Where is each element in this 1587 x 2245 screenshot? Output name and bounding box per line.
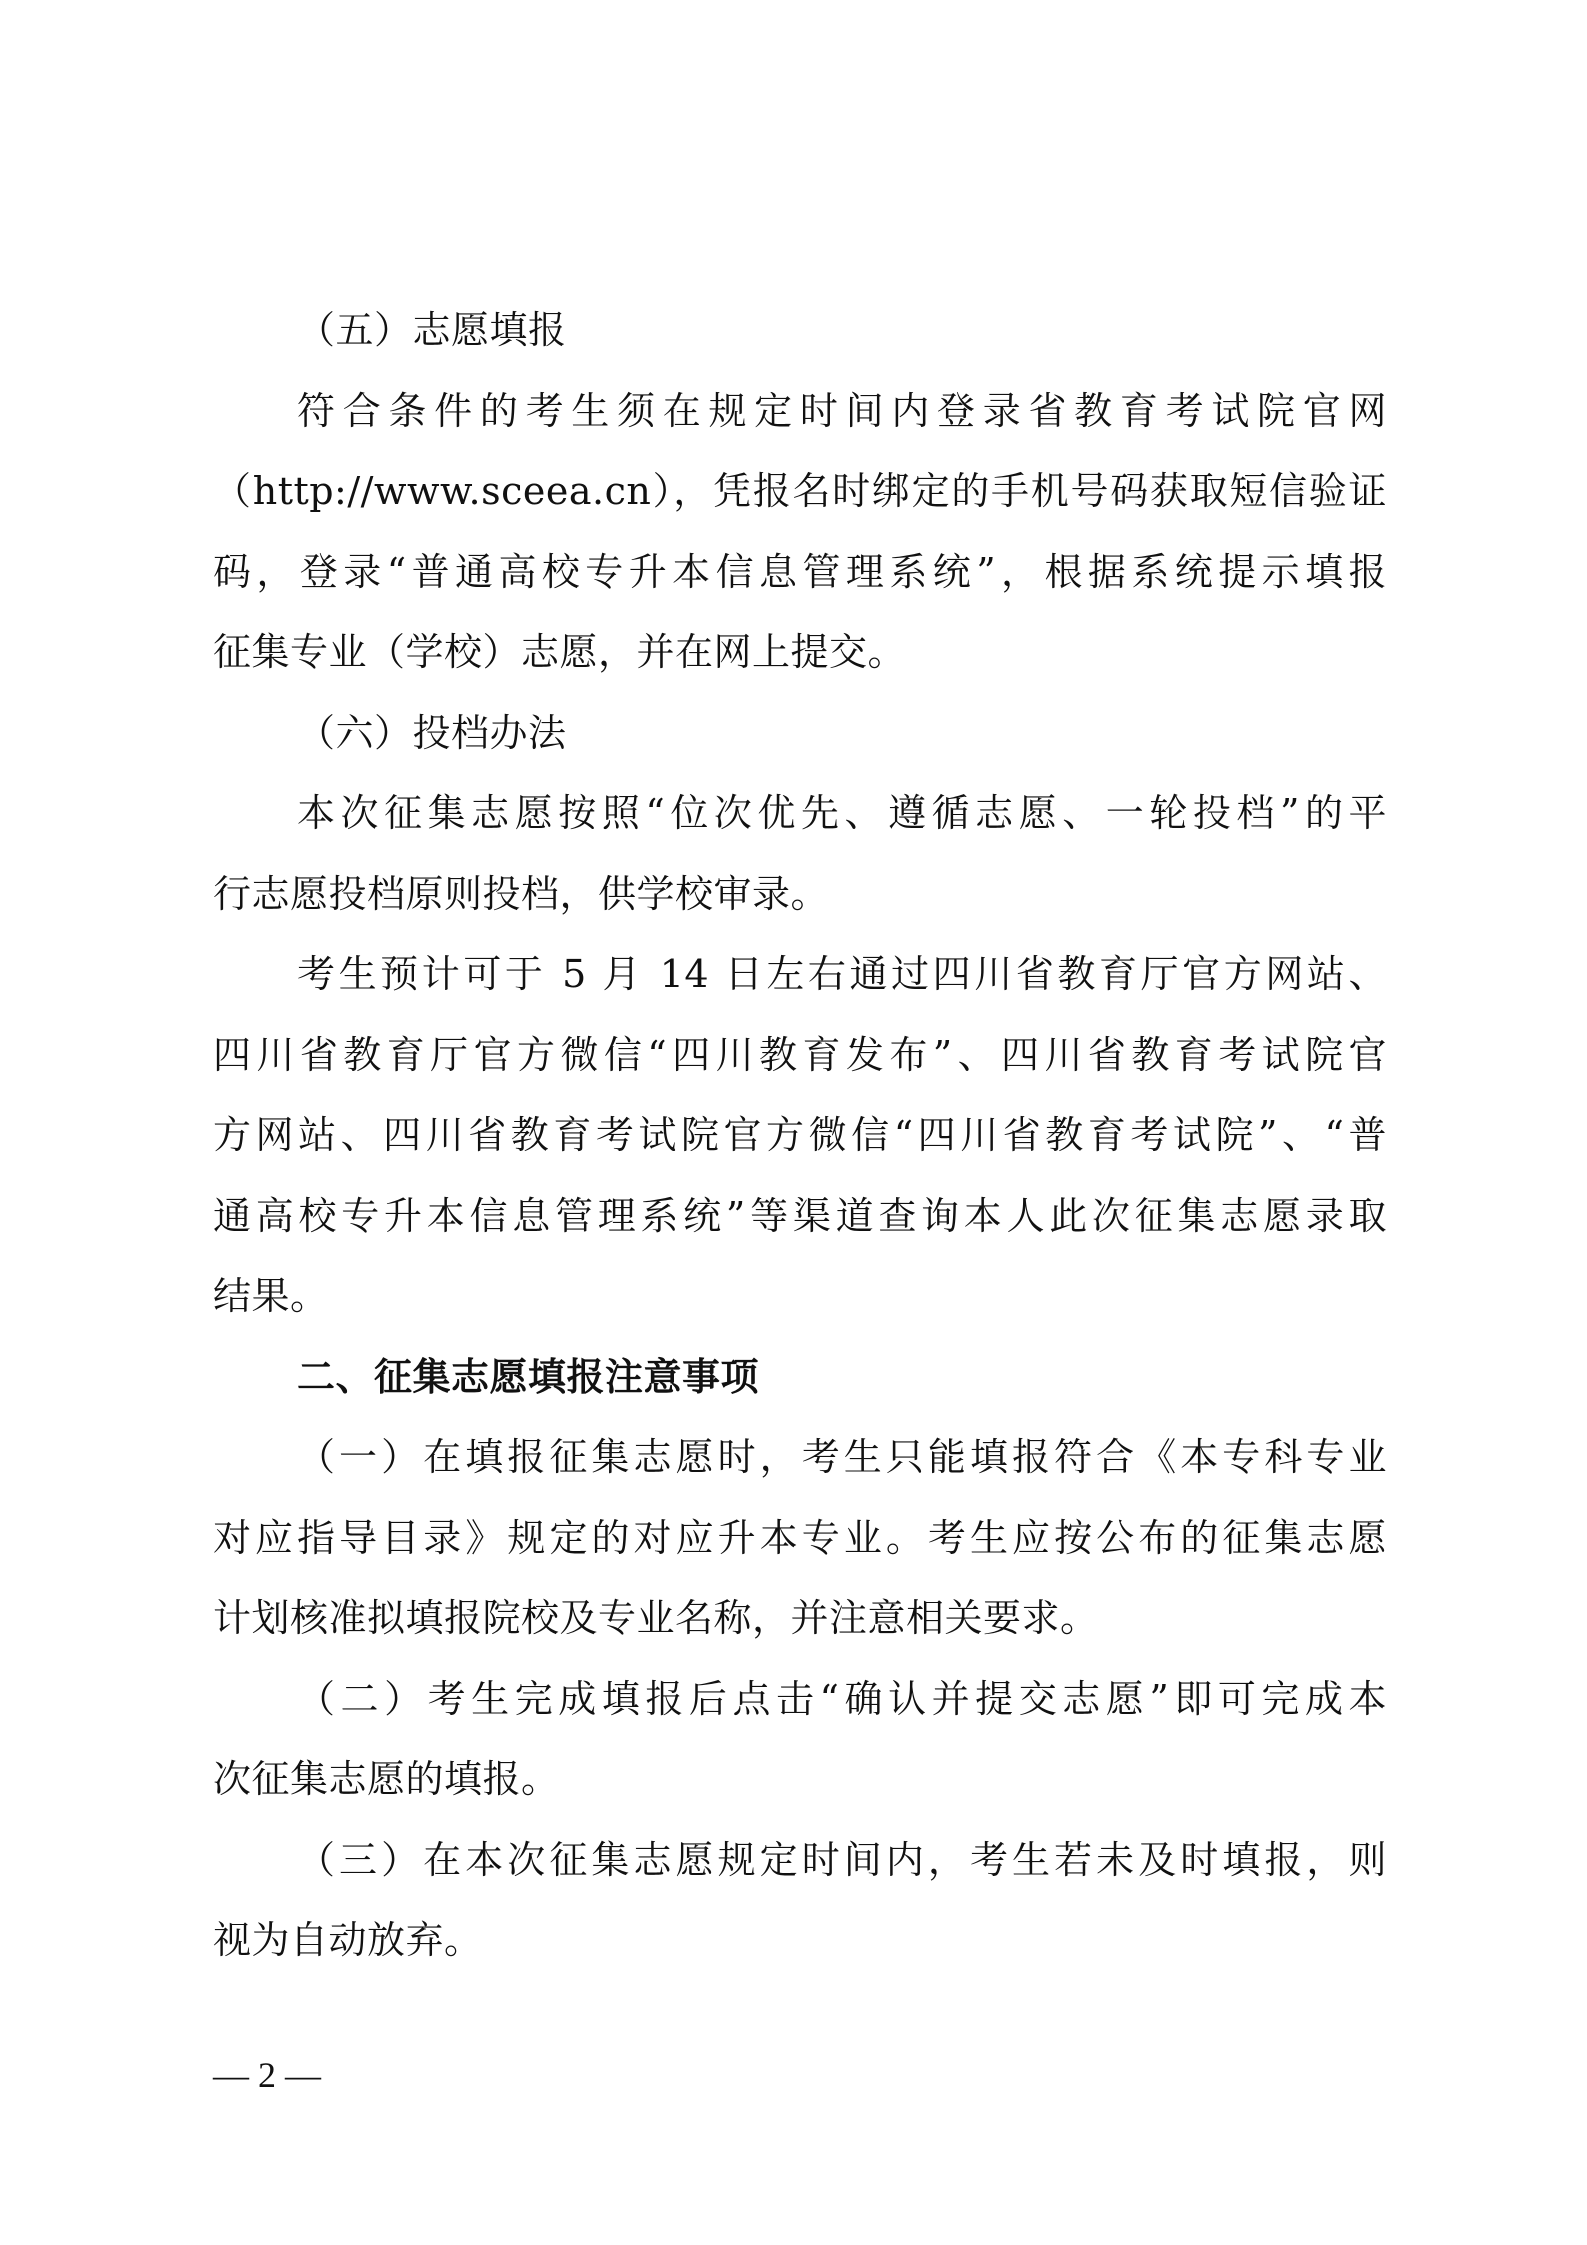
paragraph-line: 符合条件的考生须在规定时间内登录省教育考试院官网 (297, 388, 1387, 433)
paragraph-line: 通高校专升本信息管理系统”等渠道查询本人此次征集志愿录取 (213, 1193, 1387, 1238)
paragraph-line: 结果。 (213, 1274, 329, 1318)
paragraph-line: 次征集志愿的填报。 (213, 1757, 560, 1801)
document-content (213, 290, 1387, 1981)
paragraph-line: （一）在填报征集志愿时，考生只能填报符合《本专科专业 (297, 1435, 1387, 1479)
paragraph-line: 码，登录“普通高校专升本信息管理系统”，根据系统提示填报 (213, 549, 1387, 594)
paragraph-line: 本次征集志愿按照“位次优先、遵循志愿、一轮投档”的平 (297, 791, 1387, 835)
section-heading: 二、征集志愿填报注意事项 (297, 1354, 760, 1399)
subsection-heading: （六）投档办法 (297, 710, 567, 755)
page-number: — 2 — (213, 2055, 321, 2095)
paragraph-line: （三）在本次征集志愿规定时间内，考生若未及时填报，则 (297, 1837, 1387, 1882)
section-s-notes (213, 1337, 1387, 1981)
paragraph-line: 方网站、四川省教育考试院官方微信“四川省教育考试院”、“普 (213, 1113, 1387, 1157)
paragraph-line: 视为自动放弃。 (213, 1918, 483, 1962)
document-body (213, 290, 1387, 1981)
paragraph-line: 计划核准拟填报院校及专业名称，并注意相关要求。 (213, 1596, 1099, 1640)
subsection-heading: （五）志愿填报 (297, 308, 567, 352)
section-s5 (213, 290, 1387, 693)
paragraph-line: 行志愿投档原则投档，供学校审录。 (213, 871, 830, 916)
paragraph-line: 对应指导目录》规定的对应升本专业。考生应按公布的征集志愿 (213, 1515, 1387, 1560)
paragraph-line: 征集专业（学校）志愿，并在网上提交。 (213, 630, 907, 674)
paragraph-line: （http://www.sceea.cn），凭报名时绑定的手机号码获取短信验证 (213, 469, 1387, 513)
section-s6 (213, 693, 1387, 1337)
paragraph-line: 考生预计可于 5 月 14 日左右通过四川省教育厅官方网站、 (297, 952, 1387, 996)
paragraph-line: 四川省教育厅官方微信“四川教育发布”、四川省教育考试院官 (213, 1032, 1387, 1077)
paragraph-line: （二）考生完成填报后点击“确认并提交志愿”即可完成本 (297, 1676, 1387, 1721)
